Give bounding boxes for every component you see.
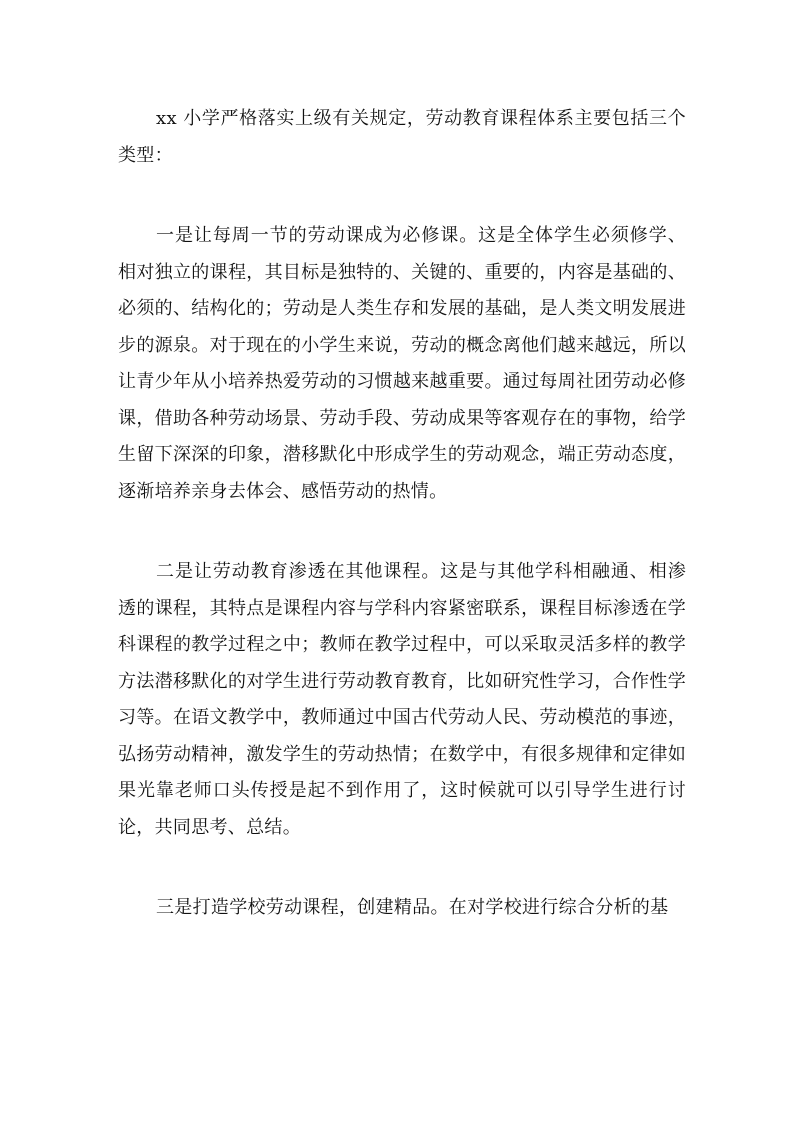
paragraph-intro: xx 小学严格落实上级有关规定，劳动教育课程体系主要包括三个类型： xyxy=(118,108,686,166)
paragraph-type-one: 一是让每周一节的劳动课成为必修课。这是全体学生必须修学、相对独立的课程，其目标是独特的、关键的、重要的，内容是基础的、必须的、结构化的；劳动是人类生存和发展的基础，是人类文明发展进步的源泉。对于现在的小学生来说，劳动的概念离他们越来越远，所以让青少年从小培养热爱劳动的习惯越来越重要。通过每周社团劳动必修课，借助各种劳动场景、劳动手段、劳动成果等客观存在的事物，给学生留下深深的印象，潜移默化中形成学生的劳动观念，端正劳动态度，逐渐培养亲身去体会、感悟劳动的热情。 xyxy=(118,225,686,502)
paragraph-type-three: 三是打造学校劳动课程，创建精品。在对学校进行综合分析的基 xyxy=(156,897,669,918)
document-body xyxy=(118,101,686,927)
paragraph-type-two: 二是让劳动教育渗透在其他课程。这是与其他学科相融通、相渗透的课程，其特点是课程内容与学科内容紧密联系，课程目标渗透在学科课程的教学过程之中；教师在教学过程中，可以采取灵活多样的教学方法潜移默化的对学生进行劳动教育教育，比如研究性学习，合作性学习等。在语文教学中，教师通过中国古代劳动人民、劳动模范的事迹，弘扬劳动精神，激发学生的劳动热情；在数学中，有很多规律和定律如果光靠老师口头传授是起不到作用了，这时候就可以引导学生进行讨论，共同思考、总结。 xyxy=(118,561,686,838)
